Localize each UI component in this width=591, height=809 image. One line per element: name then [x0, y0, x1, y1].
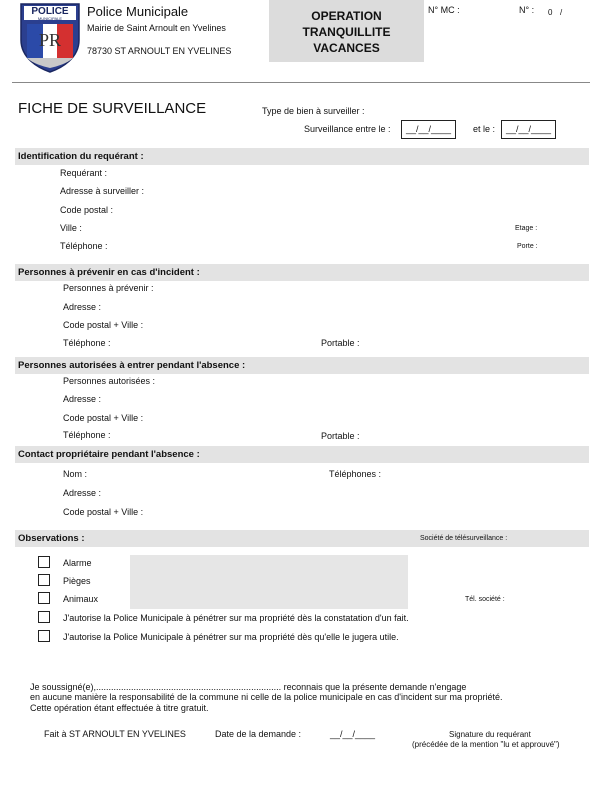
- logo-subtext: MUNICIPALE: [37, 16, 63, 21]
- type-bien-label: Type de bien à surveiller :: [262, 106, 365, 116]
- ville-label[interactable]: Ville :: [60, 223, 82, 233]
- contact-adresse-label[interactable]: Adresse :: [63, 488, 102, 498]
- alarme-label: Alarme: [63, 558, 92, 568]
- autorisation-constatation-checkbox[interactable]: [38, 611, 50, 623]
- personnes-autorisees-label[interactable]: Personnes autorisées :: [63, 376, 156, 386]
- operation-line-3: VACANCES: [313, 41, 380, 55]
- prevenir-telephone-label[interactable]: Téléphone :: [63, 338, 111, 348]
- declaration-line-1: Je soussigné(e),.......................................................................... reconnais que la présente demande n'engage: [30, 682, 467, 692]
- mairie-address: 78730 ST ARNOULT EN YVELINES: [87, 46, 232, 56]
- operation-line-1: OPERATION: [311, 9, 382, 23]
- animaux-label: Animaux: [63, 594, 99, 604]
- signature-mention: (précédée de la mention "lu et approuvé"): [412, 740, 560, 749]
- identification-section-header: [15, 148, 589, 165]
- pieges-label: Pièges: [63, 576, 91, 586]
- requerant-label[interactable]: Requérant :: [60, 168, 108, 178]
- telephone-label[interactable]: Téléphone :: [60, 241, 108, 251]
- prevenir-adresse-label[interactable]: Adresse :: [63, 302, 102, 312]
- identification-header-label: Identification du requérant :: [18, 151, 144, 162]
- contact-nom-label[interactable]: Nom :: [63, 469, 88, 479]
- prevenir-cp-ville-label[interactable]: Code postal + Ville :: [63, 320, 144, 330]
- etage-label[interactable]: Etage :: [515, 225, 538, 232]
- societe-telesurveillance-label[interactable]: Société de télésurveillance :: [420, 535, 508, 542]
- mc-number-label: N° MC :: [428, 5, 460, 15]
- autorisees-portable-label[interactable]: Portable :: [321, 431, 360, 441]
- logo-monogram: PR: [38, 30, 62, 50]
- surveillance-entre-label: Surveillance entre le :: [304, 124, 391, 134]
- porte-label[interactable]: Porte :: [517, 243, 538, 250]
- pieges-checkbox[interactable]: [38, 574, 50, 586]
- contact-telephones-label[interactable]: Téléphones :: [329, 469, 382, 479]
- observations-header-label: Observations :: [18, 533, 85, 544]
- prevenir-header-label: Personnes à prévenir en cas d'incident :: [18, 267, 200, 278]
- number-label: N° :: [519, 5, 535, 15]
- autorisation-constatation-label: J'autorise la Police Municipale à pénétrer sur ma propriété dès la constatation d'un fait.: [63, 613, 409, 623]
- page-title: FICHE DE SURVEILLANCE: [18, 100, 207, 117]
- operation-title-box: [269, 0, 424, 62]
- code-postal-label[interactable]: Code postal :: [60, 205, 114, 215]
- autorisees-section-header: [15, 357, 589, 374]
- declaration-line-3: Cette opération étant effectuée à titre gratuit.: [30, 703, 209, 713]
- adresse-surveiller-label[interactable]: Adresse à surveiller :: [60, 186, 145, 196]
- police-badge-logo: [18, 2, 82, 74]
- declaration-line-2: en aucune manière la responsabilité de la commune ni celle de la police municipale en cas d'incident sur ma propriété.: [30, 692, 503, 702]
- date-demande-label: Date de la demande :: [215, 729, 302, 739]
- alarme-checkbox[interactable]: [38, 556, 50, 568]
- org-name: Police Municipale: [87, 4, 189, 19]
- personnes-prevenir-label[interactable]: Personnes à prévenir :: [63, 283, 154, 293]
- prevenir-section-header: [15, 264, 589, 281]
- mairie-name: Mairie de Saint Arnoult en Yvelines: [87, 23, 226, 33]
- observations-text-area[interactable]: [130, 555, 408, 609]
- contact-cp-ville-label[interactable]: Code postal + Ville :: [63, 507, 144, 517]
- autorisees-telephone-label[interactable]: Téléphone :: [63, 430, 111, 440]
- signature-label: Signature du requérant: [449, 730, 531, 739]
- contact-header-label: Contact propriétaire pendant l'absence :: [18, 449, 200, 460]
- et-le-label: et le :: [473, 124, 496, 134]
- logo-text: POLICE: [31, 6, 69, 17]
- surveillance-end-date-field[interactable]: __/__/____: [501, 120, 556, 139]
- autorisation-utile-checkbox[interactable]: [38, 630, 50, 642]
- surveillance-start-date-field[interactable]: __/__/____: [401, 120, 456, 139]
- fait-a-label: Fait à ST ARNOULT EN YVELINES: [44, 729, 186, 739]
- operation-line-2: TRANQUILLITE: [302, 25, 391, 39]
- autorisees-cp-ville-label[interactable]: Code postal + Ville :: [63, 413, 144, 423]
- autorisation-utile-label: J'autorise la Police Municipale à pénétrer sur ma propriété dès qu'elle le jugera utile.: [63, 632, 399, 642]
- animaux-checkbox[interactable]: [38, 592, 50, 604]
- prevenir-portable-label[interactable]: Portable :: [321, 338, 360, 348]
- header-divider: [12, 82, 590, 83]
- contact-section-header: [15, 446, 589, 463]
- date-demande-field[interactable]: __/__/____: [330, 729, 376, 739]
- tel-societe-label[interactable]: Tél. société :: [465, 596, 505, 603]
- autorisees-adresse-label[interactable]: Adresse :: [63, 394, 102, 404]
- number-value: 0: [548, 8, 553, 17]
- autorisees-header-label: Personnes autorisées à entrer pendant l'absence :: [18, 360, 246, 371]
- number-slash: /: [560, 8, 563, 17]
